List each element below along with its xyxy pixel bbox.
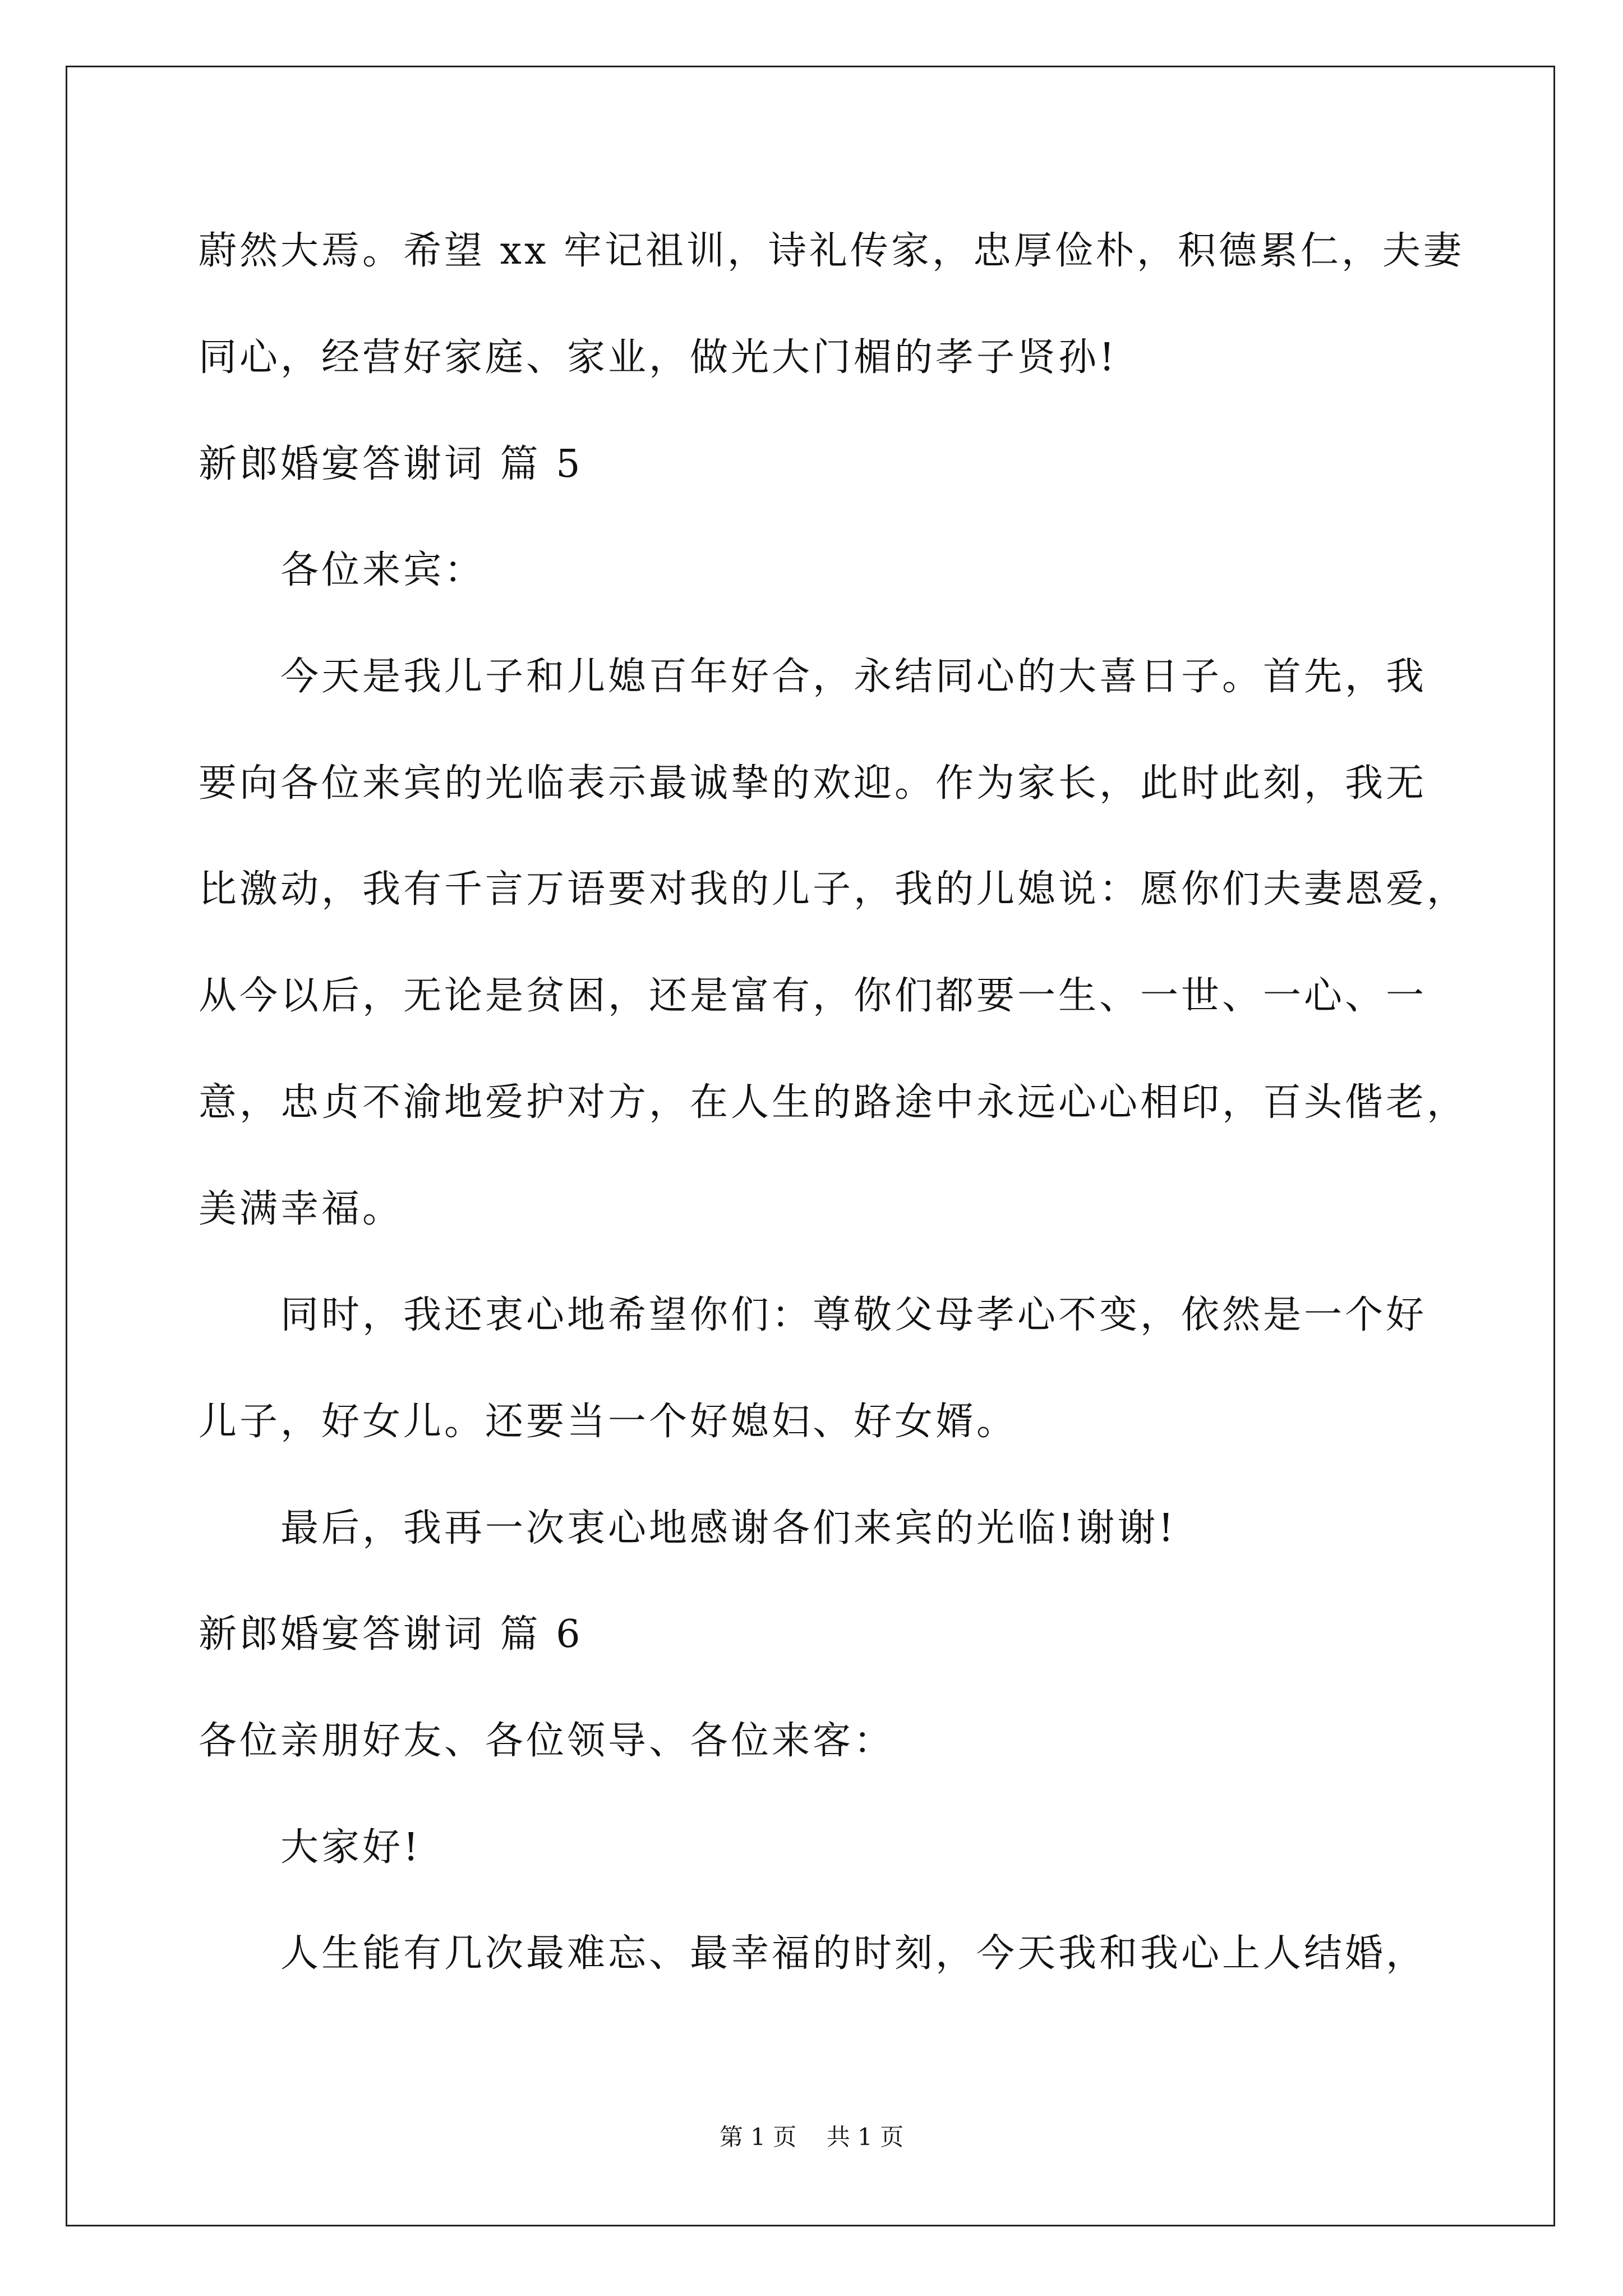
paragraph-line-9: 意，忠贞不渝地爱护对方，在人生的路途中永远心心相印，百头偕老， (199, 1080, 1468, 1125)
paragraph-line-11: 同时，我还衷心地希望你们：尊敬父母孝心不变，依然是一个好 (280, 1293, 1427, 1337)
paragraph-line-8: 从今以后，无论是贫困，还是富有，你们都要一生、一世、一心、一 (199, 974, 1427, 1018)
salutation-line: 各位来宾： (280, 548, 486, 592)
section-heading-6: 新郎婚宴答谢词 篇 6 (199, 1612, 583, 1657)
paragraph-line-17: 人生能有几次最难忘、最幸福的时刻，今天我和我心上人结婚， (280, 1931, 1427, 1976)
paragraph-line-5: 今天是我儿子和儿媳百年好合，永结同心的大喜日子。首先，我 (280, 655, 1427, 699)
paragraph-line-1: 蔚然大焉。希望 xx 牢记祖训，诗礼传家，忠厚俭朴，积德累仁，夫妻 (199, 229, 1464, 273)
paragraph-line-12: 儿子，好女儿。还要当一个好媳妇、好女婿。 (199, 1400, 1018, 1444)
paragraph-line-13: 最后，我再一次衷心地感谢各们来宾的光临!谢谢! (280, 1506, 1177, 1550)
paragraph-line-10: 美满幸福。 (199, 1187, 404, 1231)
page-border (66, 66, 1555, 2226)
greeting-line: 大家好! (280, 1825, 422, 1870)
page-number-footer: 第 1 页 共 1 页 (719, 2123, 904, 2151)
paragraph-line-2: 同心，经营好家庭、家业，做光大门楣的孝子贤孙! (199, 335, 1118, 380)
salutation-line-2: 各位亲朋好友、各位领导、各位来客： (199, 1719, 895, 1763)
paragraph-line-7: 比激动，我有千言万语要对我的儿子，我的儿媳说：愿你们夫妻恩爱， (199, 867, 1468, 912)
paragraph-line-6: 要向各位来宾的光临表示最诚挚的欢迎。作为家长，此时此刻，我无 (199, 761, 1427, 806)
section-heading-5: 新郎婚宴答谢词 篇 5 (199, 442, 583, 486)
